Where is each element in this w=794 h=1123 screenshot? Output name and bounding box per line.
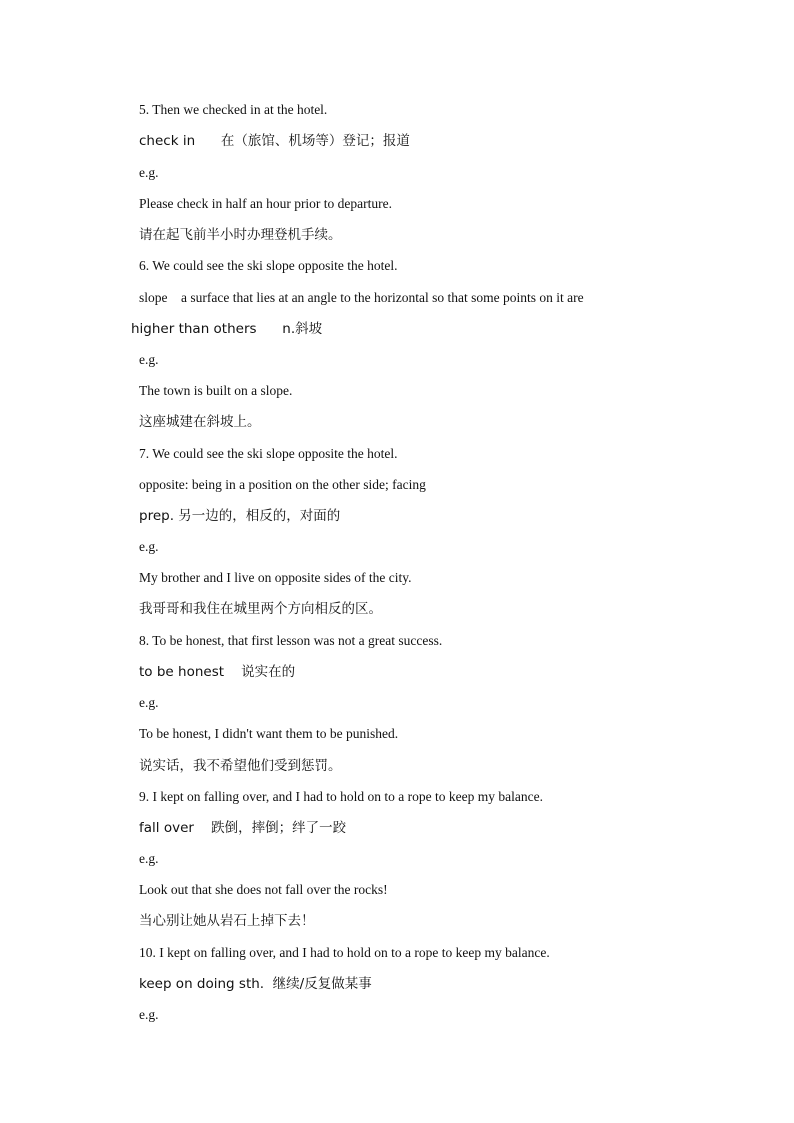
- item-6-definition-cont: higher than others n.斜坡: [131, 321, 323, 337]
- item-7-sentence: 7. We could see the ski slope opposite the hotel.: [139, 446, 398, 461]
- item-7-pos: prep. 另一边的，相反的，对面的: [139, 508, 341, 524]
- item-6-eg-label: e.g.: [139, 352, 159, 367]
- item-7-example: My brother and I live on opposite sides of the city.: [139, 570, 412, 585]
- item-6-definition: slope a surface that lies at an angle to the horizontal so that some points on it are: [139, 290, 584, 305]
- item-9-translation: 当心别让她从岩石上掉下去！: [139, 913, 315, 929]
- item-10-sentence: 10. I kept on falling over, and I had to hold on to a rope to keep my balance.: [139, 945, 550, 960]
- item-9-eg-label: e.g.: [139, 851, 159, 866]
- item-10-eg-label: e.g.: [139, 1007, 159, 1022]
- item-8-translation: 说实话，我不希望他们受到惩罚。: [139, 758, 342, 774]
- item-7-eg-label: e.g.: [139, 539, 159, 554]
- item-5-translation: 请在起飞前半小时办理登机手续。: [139, 227, 342, 243]
- item-5-example: Please check in half an hour prior to departure.: [139, 196, 393, 211]
- item-7-definition: opposite: being in a position on the other side; facing: [139, 477, 426, 492]
- item-5-phrase: check in 在（旅馆、机场等）登记；报道: [139, 133, 410, 149]
- item-6-sentence: 6. We could see the ski slope opposite the hotel.: [139, 258, 398, 273]
- item-8-eg-label: e.g.: [139, 695, 159, 710]
- item-6-translation: 这座城建在斜坡上。: [139, 414, 261, 430]
- item-9-sentence: 9. I kept on falling over, and I had to hold on to a rope to keep my balance.: [139, 789, 543, 804]
- item-9-example: Look out that she does not fall over the rocks!: [139, 882, 388, 897]
- item-7-translation: 我哥哥和我住在城里两个方向相反的区。: [139, 601, 382, 617]
- item-8-sentence: 8. To be honest, that first lesson was not a great success.: [139, 633, 443, 648]
- item-5-sentence: 5. Then we checked in at the hotel.: [139, 102, 328, 117]
- item-9-phrase: fall over 跌倒，摔倒；绊了一跤: [139, 820, 347, 836]
- item-10-phrase: keep on doing sth. 继续/反复做某事: [139, 976, 372, 992]
- item-5-eg-label: e.g.: [139, 165, 159, 180]
- item-8-example: To be honest, I didn't want them to be punished.: [139, 726, 399, 741]
- item-8-phrase: to be honest 说实在的: [139, 664, 296, 680]
- item-6-example: The town is built on a slope.: [139, 383, 293, 398]
